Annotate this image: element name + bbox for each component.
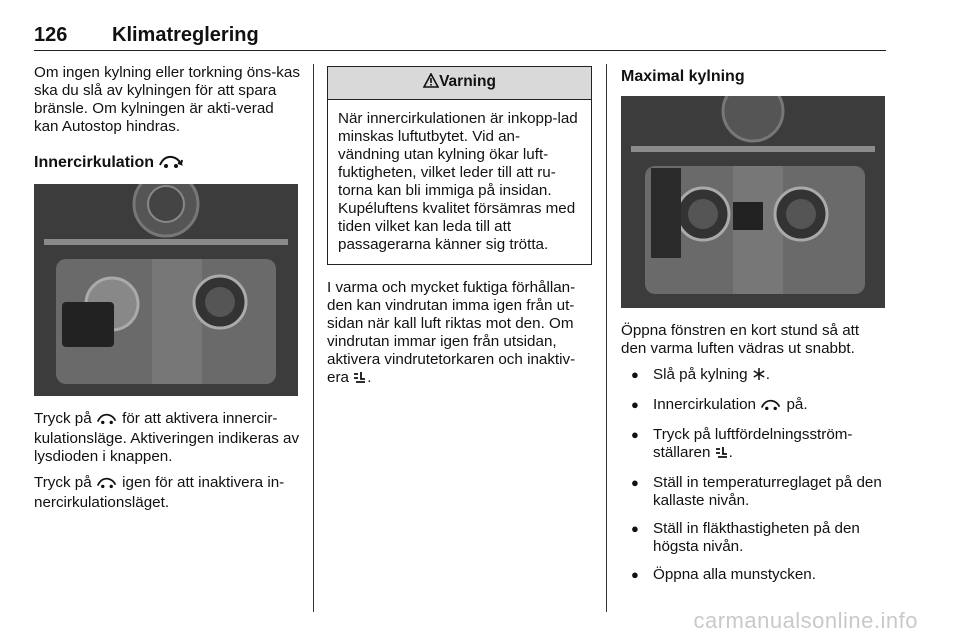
list-item: ● Öppna alla munstycken. xyxy=(621,566,885,584)
list-item: ● Tryck på luftfördelningsström-ställaren . xyxy=(621,426,885,464)
recirculation-icon xyxy=(96,412,118,430)
text: I varma och mycket fuktiga förhållan-den kan vindrutan imma igen från ut-sidan när kall luft riktas mot den. Om vindrutan immar igen från utsidan, aktivera vindrutetorkaren och inaktiv-era xyxy=(327,279,576,386)
warning-box xyxy=(327,66,592,265)
snowflake-icon xyxy=(752,367,766,386)
warning-header xyxy=(328,67,591,100)
text: igen för att inaktivera in-nercirkulationsläget. xyxy=(34,474,285,511)
text: Tryck på xyxy=(34,410,92,427)
recirculation-icon xyxy=(96,476,118,494)
column-left xyxy=(34,64,300,520)
watermark: carmanualsonline.info xyxy=(693,608,918,633)
section-heading xyxy=(34,154,300,174)
warning-triangle-icon xyxy=(423,73,439,93)
column-middle xyxy=(327,64,592,397)
text: på. xyxy=(786,396,808,413)
paragraph-deactivate xyxy=(34,474,300,512)
recirculation-icon xyxy=(760,398,782,416)
list-item xyxy=(621,396,885,416)
column-right xyxy=(621,64,885,594)
list-item: ● Slå på kylning . xyxy=(621,366,885,386)
climate-panel-photo xyxy=(621,96,885,308)
intro-paragraph: Öppna fönstren en kort stund så att den varma luften vädras ut snabbt. xyxy=(621,322,860,357)
list-item: ● Ställ in fläkthastigheten på den högsta nivån. xyxy=(621,520,885,556)
text: Slå på kylning xyxy=(653,366,748,383)
heading-text: Innercirkulation xyxy=(34,154,155,171)
warning-title: Varning xyxy=(439,73,496,90)
warning-text: När innercirkulationen är inkopp-lad minskas luftutbytet. Vid an-vändning utan kylning ökar luft-fuktigheten, vilket leder till att ru-torna kan bli immiga på insidan. Kupéluftens kvalitet försämras med tiden vilket kan leda till att passagerarna känner sig trötta. xyxy=(338,110,578,253)
intro-paragraph: Om ingen kylning eller torkning öns-kas ska du slå av kylningen för att spara bränsle. Om kylningen är akti-verad kan Autostop hindras. xyxy=(34,64,300,135)
column-divider xyxy=(606,64,607,612)
chapter-title: Klimatreglering xyxy=(112,24,259,46)
humidity-paragraph: I varma och mycket fuktiga förhållan-den kan vindrutan imma igen från ut-sidan när kall luft riktas mot den. Om vindrutan immar igen från utsidan, aktivera vindrutetorkaren och inaktiv-era . xyxy=(327,279,592,389)
windshield-airflow-icon xyxy=(715,446,729,464)
text: Innercirkulation xyxy=(653,396,756,413)
section-heading: Maximal kylning xyxy=(621,68,745,85)
page-number: 126 xyxy=(34,24,68,46)
list-item: ● Ställ in temperaturreglaget på den kallaste nivån. xyxy=(621,474,885,510)
steps-list xyxy=(621,366,885,584)
climate-panel-photo xyxy=(34,184,298,396)
page-header xyxy=(34,22,886,51)
paragraph-activate xyxy=(34,410,300,466)
text: för att aktivera innercir-kulationsläge. Aktiveringen indikeras av lysdioden i knappen. xyxy=(34,410,300,465)
text: Tryck på luftfördelningsström-ställaren xyxy=(653,426,853,461)
windshield-airflow-icon xyxy=(353,371,367,389)
text: Tryck på xyxy=(34,474,92,491)
recirculation-icon xyxy=(158,155,184,174)
column-divider xyxy=(313,64,314,612)
